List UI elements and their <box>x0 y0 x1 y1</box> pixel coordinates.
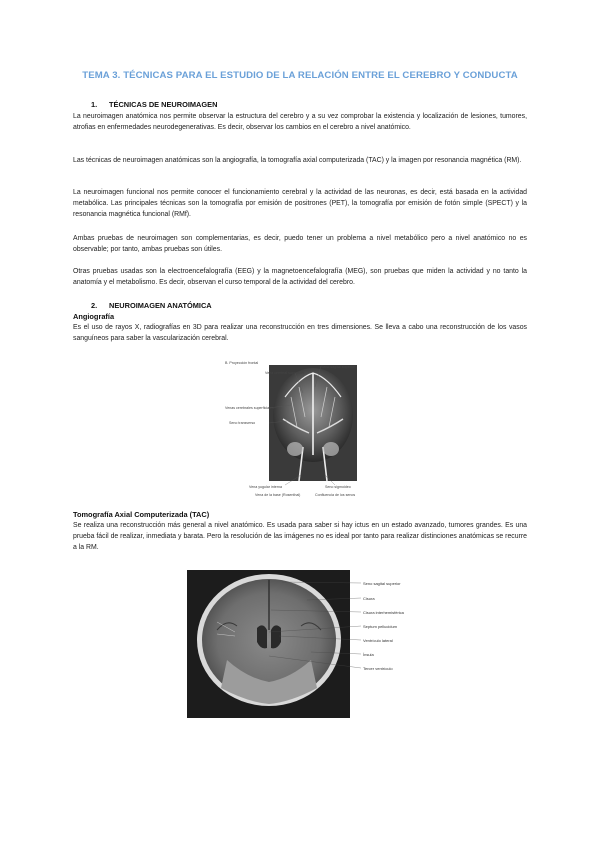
paragraph-eeg-meg: Otras pruebas usadas son la electroencefalografía (EEG) y la magnetoencefalografía (MEG), son pruebas que miden la actividad y no tanto la anatomía y el metabolismo. Es decir, observan el curso temporal de la actividad del cerebro. <box>73 268 527 287</box>
angio-label-bottom-1: Vena de la base (Rosenthal) <box>255 493 301 497</box>
angio-label-left-1: Seno transverso <box>229 421 256 425</box>
ct-label-4: Ventrículo lateral <box>363 638 393 643</box>
angio-left-bone <box>287 442 303 456</box>
angio-label-bottom-2: Seno sigmoideo <box>325 485 351 489</box>
paragraph-tac: Se realiza una reconstrucción más general a nivel anatómico. Es usada para saber si hay ictus en un estado avanzado, tumores grandes. Es una prueba fácil de realizar, inmediata y barata. Pero la resolución de las imágenes no es ideal por tanto para realizar distinciones anatómicas se recurre a la RM. <box>73 522 527 552</box>
ct-label-3: Septum pellucidum <box>363 624 398 629</box>
angio-label-left-0: Venas cerebrales superficiales <box>225 406 274 410</box>
angio-label-bottom-0: Vena yugular interna <box>249 485 282 489</box>
tac-heading: Tomografía Axial Computerizada (TAC) <box>73 510 210 519</box>
paragraph-neuroimagen-funcional: La neuroimagen funcional nos permite conocer el funcionamiento cerebral y la actividad de las neuronas, es decir, está basada en la actividad metabólica. Las principales técnicas son la tomografía por emisión de positrones (PET), la tomografía por emisión de fotón simple (SPECT) y la resonancia magnética funcional (RMf). <box>73 189 527 219</box>
ct-label-0: Seno sagital superior <box>363 581 401 586</box>
document-title: TEMA 3. TÉCNICAS PARA EL ESTUDIO DE LA RELACIÓN ENTRE EL CEREBRO Y CONDUCTA <box>82 70 518 81</box>
angio-label-bottom-3: Confluencia de los senos <box>315 493 356 497</box>
angio-label-top-1: Vena cerebral superficial <box>265 371 305 375</box>
section-1-heading <box>91 100 217 109</box>
ct-label-2: Cisura interhemisférica <box>363 610 404 615</box>
ct-label-5: Ínsula <box>363 652 374 657</box>
ct-scan-figure <box>187 570 427 718</box>
section-2-heading <box>91 301 212 310</box>
section-2-number: 2. <box>91 301 98 310</box>
ct-label-1: Cisura <box>363 596 375 601</box>
section-2-title: NEUROIMAGEN ANATÓMICA <box>109 301 212 310</box>
paragraph-neuroimagen-anatomica: La neuroimagen anatómica nos permite observar la estructura del cerebro y a su vez comprobar la existencia y localización de lesiones, tumores, atrofias en enfermedades neurodegenerativas. Es decir, observar los cambios en el cerebro a nivel anatómico. <box>73 113 527 132</box>
paragraph-angiografia: Es el uso de rayos X, radiografías en 3D para realizar una reconstrucción en tres dimensiones. Se lleva a cabo una reconstrucción de los vasos sanguíneos para saber la vascularización cerebral. <box>73 324 527 343</box>
section-1-title: TÉCNICAS DE NEUROIMAGEN <box>109 100 218 109</box>
paragraph-tecnicas-anatomicas: Las técnicas de neuroimagen anatómicas son la angiografía, la tomografía axial computerizada (TAC) y la imagen por resonancia magnética (RM). <box>73 157 522 164</box>
angio-right-bone <box>323 442 339 456</box>
angio-caption: B. Proyección frontal <box>225 361 259 365</box>
section-1-number: 1. <box>91 100 98 109</box>
angio-label-top-0: Seno sagital superior <box>321 365 355 369</box>
ct-label-6: Tercer ventrículo <box>363 666 393 671</box>
angiografia-heading: Angiografía <box>73 312 115 321</box>
paragraph-complementarias: Ambas pruebas de neuroimagen son complementarias, es decir, puedo tener un problema a nivel metabólico pero a nivel anatómico no es observable; por tanto, ambas pruebas son útiles. <box>73 235 527 254</box>
angiography-figure <box>225 357 400 502</box>
